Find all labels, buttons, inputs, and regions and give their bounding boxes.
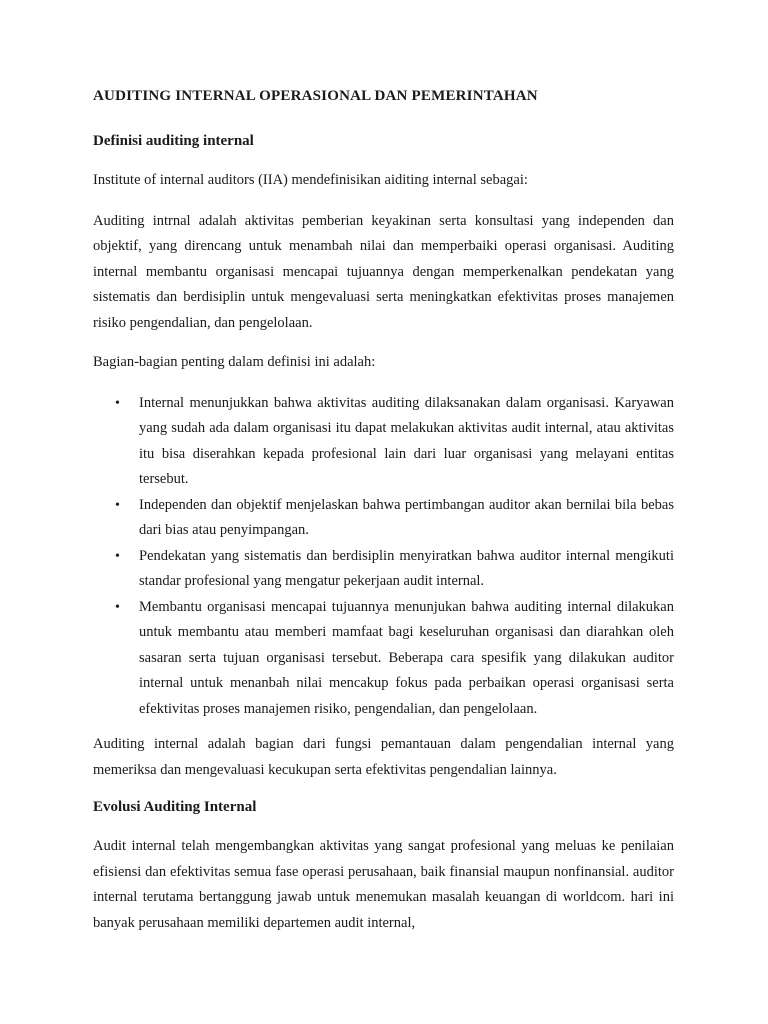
list-item [93,544,674,595]
document-title: AUDITING INTERNAL OPERASIONAL DAN PEMERINTAHAN [93,88,538,104]
list-item-text: Independen dan objektif menjelaskan bahwa pertimbangan auditor akan bernilai bila bebas dari bias atau penyimpangan. [139,496,674,538]
list-item-text: Pendekatan yang sistematis dan berdisiplin menyiratkan bahwa auditor internal mengikuti standar profesional yang mengatur pekerjaan audit internal. [139,547,674,589]
monitoring-paragraph: Auditing internal adalah bagian dari fungsi pemantauan dalam pengendalian internal yang memeriksa dan mengevaluasi kecukupan serta efektivitas pengendalian lainnya. [93,736,674,778]
heading-definition: Definisi auditing internal [93,133,254,149]
bullet-icon: • [115,497,120,513]
list-item-text: Internal menunjukkan bahwa aktivitas auditing dilaksanakan dalam organisasi. Karyawan yang sudah ada dalam organisasi itu dapat melakukan aktivitas audit internal, atau aktivitas itu bisa diserahkan kepada profesional lain dari luar organisasi yang melayani entitas tersebut. [139,394,674,487]
definition-paragraph: Auditing intrnal adalah aktivitas pemberian keyakinan serta konsultasi yang independen dan objektif, yang direncang untuk menambah nilai dan memperbaiki operasi organisasi. Auditing internal membantu organisasi mencapai tujuannya dengan memperkenalkan pendekatan yang sistematis dan berdisiplin untuk mengevaluasi serta meningkatkan efektivitas proses manajemen risiko pengendalian, dan pengelolaan. [93,212,674,331]
evolution-paragraph: Audit internal telah mengembangkan aktivitas yang sangat profesional yang meluas ke penilaian efisiensi dan efektivitas semua fase operasi perusahaan, baik finansial maupun nonfinansial. auditor internal terutama bertanggung jawab untuk menemukan masalah keuangan di worldcom. hari ini banyak perusahaan memiliki departemen audit internal, [93,838,674,931]
heading-evolution: Evolusi Auditing Internal [93,799,257,815]
bullet-icon: • [115,548,120,564]
list-item [93,595,674,723]
parts-intro-paragraph: Bagian-bagian penting dalam definisi ini adalah: [93,354,376,370]
bullet-icon: • [115,599,120,615]
intro-paragraph: Institute of internal auditors (IIA) mendefinisikan aiditing internal sebagai: [93,172,528,188]
list-item-text: Membantu organisasi mencapai tujuannya menunjukan bahwa auditing internal dilakukan untuk membantu atau memberi mamfaat bagi keseluruhan organisasi dan diarahkan oleh sasaran serta tujuan organisasi tersebut. Beberapa cara spesifik yang dilakukan auditor internal untuk menanbah nilai mencakup fokus pada perbaikan operasi organisasi serta efektivitas proses manajemen risiko, pengendalian, dan pengelolaan. [139,598,674,717]
bullet-icon: • [115,395,120,411]
list-item [93,391,674,493]
definition-parts-list [93,391,674,723]
list-item [93,493,674,544]
